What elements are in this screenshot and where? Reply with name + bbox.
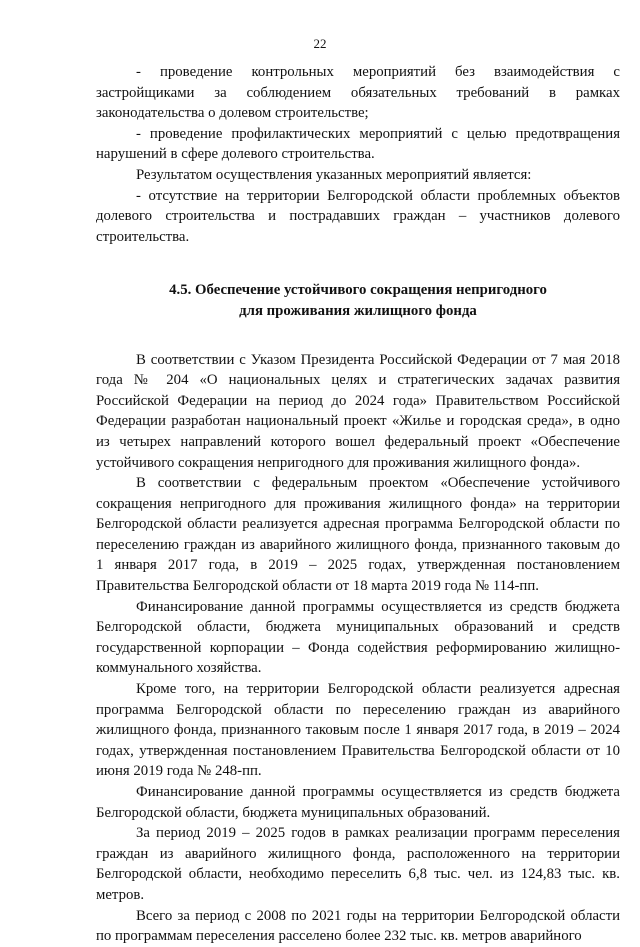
paragraph: Финансирование данной программы осуществляется из средств бюджета Белгородской области, бюджета муниципальных образований. xyxy=(96,784,620,821)
document-body xyxy=(96,62,620,947)
paragraph: - проведение контрольных мероприятий без взаимодействия с застройщиками за соблюдением обязательных требований в рамках законодательства о долевом строительстве; xyxy=(96,64,620,122)
paragraph: Кроме того, на территории Белгородской области реализуется адресная программа Белгородской области по переселению граждан из аварийного жилищного фонда, признанного таковым после 1 января 2017 года, в 2019 – 2024 годах, утвержденная постановлением Правительства Белгородской области от 10 июня 2019 года № 248-пп. xyxy=(96,681,620,780)
paragraph: В соответствии с федеральным проектом «Обеспечение устойчивого сокращения непригодного для проживания жилищного фонда» на территории Белгородской области реализуется адресная программа Белгородской области по переселению граждан из аварийного жилищного фонда, признанного таковым до 1 января 2017 года, в 2019 – 2025 годах, утвержденная постановлением Правительства Белгородской области от 18 марта 2019 года № 114-пп. xyxy=(96,475,620,595)
paragraph: Результатом осуществления указанных мероприятий является: xyxy=(136,166,532,183)
paragraph: - проведение профилактических мероприятий с целью предотвращения нарушений в сфере долевого строительства. xyxy=(96,125,620,163)
paragraph: Всего за период с 2008 по 2021 годы на территории Белгородской области по программам переселения расселено более 232 тыс. кв. метров аварийного xyxy=(96,907,620,945)
paragraph: - отсутствие на территории Белгородской области проблемных объектов долевого строительства и пострадавших граждан – участников долевого строительства. xyxy=(96,187,620,245)
paragraph: В соответствии с Указом Президента Российской Федерации от 7 мая 2018 года № 204 «О национальных целях и стратегических задачах развития Российской Федерации на период до 2024 года» Правительством Российской Федерации разработан национальный проект «Жилье и городская среда», в одно из четырех направлений которого вошел федеральный проект «Обеспечение устойчивого сокращения непригодного для проживания жилищного фонда». xyxy=(96,351,620,471)
section-heading xyxy=(96,280,620,321)
section-heading-line-2: для проживания жилищного фонда xyxy=(239,302,477,319)
section-heading-line-1: 4.5. Обеспечение устойчивого сокращения непригодного xyxy=(169,282,547,299)
paragraph: Финансирование данной программы осуществляется из средств бюджета Белгородской области, бюджета муниципальных образований и средств государственной корпорации – Фонда содействия реформированию жилищно-коммунального хозяйства. xyxy=(96,598,620,677)
paragraph: За период 2019 – 2025 годов в рамках реализации программ переселения граждан из аварийного жилищного фонда, расположенного на территории Белгородской области, необходимо переселить 6,8 тыс. чел. из 124,83 тыс. кв. метров. xyxy=(96,825,620,903)
page-number: 22 xyxy=(313,36,327,51)
